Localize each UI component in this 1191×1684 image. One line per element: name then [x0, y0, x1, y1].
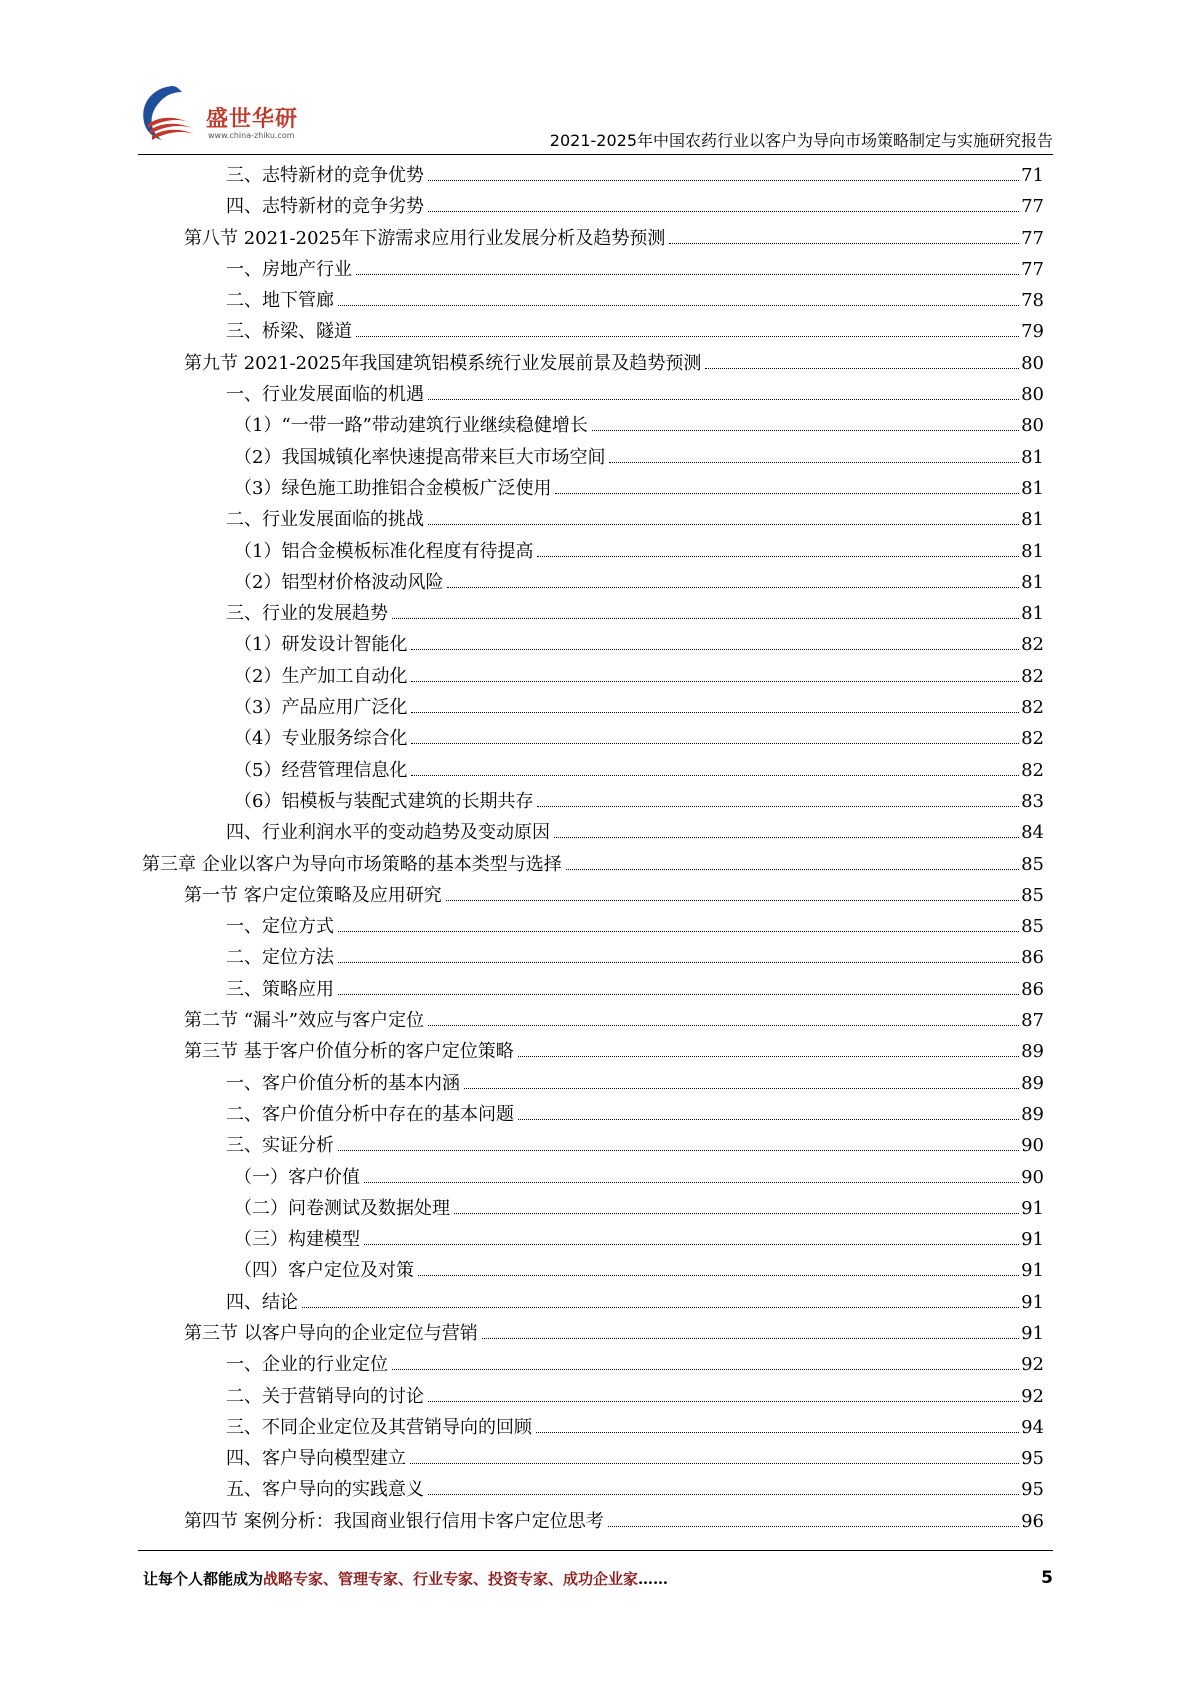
toc-entry-title: 三、策略应用 [226, 978, 334, 1000]
toc-entry-title: （1）研发设计智能化 [234, 634, 408, 656]
toc-entry-page: 78 [1021, 290, 1044, 312]
toc-entry-page: 95 [1021, 1448, 1044, 1470]
header-divider [138, 154, 1053, 155]
toc-entry-page: 82 [1021, 697, 1044, 719]
toc-entry[interactable] [142, 880, 1044, 911]
toc-entry-page: 91 [1021, 1229, 1044, 1251]
toc-leader-dots [364, 1182, 1019, 1183]
company-logo [138, 82, 308, 152]
toc-leader-dots [411, 681, 1019, 682]
toc-entry-title: 一、行业发展面临的机遇 [226, 384, 424, 406]
toc-leader-dots [428, 211, 1019, 212]
toc-leader-dots [447, 587, 1019, 588]
toc-entry-page: 89 [1021, 1103, 1044, 1125]
toc-entry-title: （1）“一带一路”带动建筑行业继续稳健增长 [234, 415, 588, 437]
toc-entry[interactable] [142, 1349, 1044, 1380]
toc-leader-dots [555, 493, 1019, 494]
toc-entry-page: 79 [1021, 321, 1044, 343]
toc-leader-dots [338, 994, 1019, 995]
toc-leader-dots [518, 1056, 1019, 1057]
toc-leader-dots [554, 837, 1019, 838]
toc-entry-page: 77 [1021, 196, 1044, 218]
toc-entry[interactable] [142, 661, 1044, 692]
toc-entry-page: 81 [1021, 477, 1044, 499]
toc-entry-title: 三、行业的发展趋势 [226, 603, 388, 625]
toc-entry-page: 81 [1021, 571, 1044, 593]
toc-leader-dots [669, 243, 1019, 244]
toc-leader-dots [411, 649, 1019, 650]
toc-entry[interactable] [142, 1443, 1044, 1474]
toc-leader-dots [338, 305, 1019, 306]
toc-leader-dots [566, 869, 1019, 870]
toc-leader-dots [464, 1088, 1019, 1089]
toc-entry-title: 第三节 基于客户价值分析的客户定位策略 [184, 1041, 514, 1063]
toc-entry-page: 86 [1021, 978, 1044, 1000]
toc-entry[interactable] [142, 723, 1044, 754]
toc-entry-title: 三、桥梁、隧道 [226, 321, 352, 343]
toc-entry-title: 一、房地产行业 [226, 258, 352, 280]
toc-entry-page: 91 [1021, 1197, 1044, 1219]
toc-leader-dots [454, 1213, 1019, 1214]
toc-entry[interactable] [142, 911, 1044, 942]
toc-leader-dots [518, 1119, 1019, 1120]
toc-entry-page: 82 [1021, 728, 1044, 750]
toc-entry-title: 四、结论 [226, 1291, 298, 1313]
toc-entry-title: 二、行业发展面临的挑战 [226, 509, 424, 531]
toc-entry-title: 第二节 “漏斗”效应与客户定位 [184, 1010, 425, 1032]
toc-entry[interactable] [142, 1162, 1044, 1193]
toc-entry[interactable] [142, 254, 1044, 285]
toc-entry[interactable] [142, 504, 1044, 535]
toc-entry[interactable] [142, 1099, 1044, 1130]
toc-entry-page: 81 [1021, 509, 1044, 531]
page-number: 5 [1041, 1568, 1053, 1588]
toc-entry-page: 82 [1021, 665, 1044, 687]
toc-entry-title: 第九节 2021-2025年我国建筑铝模系统行业发展前景及趋势预测 [184, 352, 702, 374]
toc-entry-page: 94 [1021, 1416, 1044, 1438]
toc-entry-page: 91 [1021, 1291, 1044, 1313]
toc-leader-dots [418, 1275, 1019, 1276]
toc-leader-dots [411, 775, 1019, 776]
toc-entry-page: 81 [1021, 446, 1044, 468]
toc-entry[interactable] [142, 191, 1044, 222]
toc-entry-page: 89 [1021, 1041, 1044, 1063]
toc-entry[interactable] [142, 629, 1044, 660]
toc-entry-title: 二、地下管廊 [226, 290, 334, 312]
toc-entry[interactable] [142, 1506, 1044, 1537]
toc-entry-page: 96 [1021, 1510, 1044, 1532]
toc-leader-dots [537, 806, 1019, 807]
toc-entry-page: 82 [1021, 634, 1044, 656]
toc-entry[interactable] [142, 410, 1044, 441]
toc-entry[interactable] [142, 598, 1044, 629]
toc-leader-dots [410, 1463, 1019, 1464]
toc-entry-title: （3）绿色施工助推铝合金模板广泛使用 [234, 477, 552, 499]
toc-entry[interactable] [142, 567, 1044, 598]
toc-leader-dots [428, 399, 1019, 400]
toc-leader-dots [302, 1307, 1019, 1308]
toc-entry-title: （3）产品应用广泛化 [234, 697, 408, 719]
toc-entry[interactable] [142, 1381, 1044, 1412]
toc-entry-page: 81 [1021, 540, 1044, 562]
toc-leader-dots [592, 430, 1019, 431]
toc-entry-title: （2）我国城镇化率快速提高带来巨大市场空间 [234, 446, 606, 468]
toc-leader-dots [428, 524, 1019, 525]
toc-entry[interactable] [142, 942, 1044, 973]
toc-entry-title: （5）经营管理信息化 [234, 759, 408, 781]
toc-leader-dots [411, 743, 1019, 744]
toc-leader-dots [428, 1401, 1019, 1402]
toc-entry-page: 77 [1021, 227, 1044, 249]
toc-entry-title: 二、关于营销导向的讨论 [226, 1385, 424, 1407]
report-title: 2021-2025年中国农药行业以客户为导向市场策略制定与实施研究报告 [549, 131, 1053, 150]
toc-entry-page: 83 [1021, 790, 1044, 812]
toc-entry[interactable] [142, 755, 1044, 786]
toc-entry-title: 第三节 以客户导向的企业定位与营销 [184, 1322, 478, 1344]
toc-leader-dots [446, 900, 1019, 901]
toc-entry-title: （2）生产加工自动化 [234, 665, 408, 687]
toc-entry-page: 82 [1021, 759, 1044, 781]
toc-entry-title: （一）客户价值 [234, 1166, 360, 1188]
toc-entry-title: （6）铝模板与装配式建筑的长期共存 [234, 790, 534, 812]
toc-entry-page: 91 [1021, 1260, 1044, 1282]
toc-entry[interactable] [142, 348, 1044, 379]
toc-entry-page: 92 [1021, 1354, 1044, 1376]
toc-entry-title: （二）问卷测试及数据处理 [234, 1197, 450, 1219]
toc-entry[interactable] [142, 1036, 1044, 1067]
toc-entry-page: 90 [1021, 1166, 1044, 1188]
toc-entry-title: 第八节 2021-2025年下游需求应用行业发展分析及趋势预测 [184, 227, 666, 249]
toc-entry[interactable] [142, 786, 1044, 817]
logo-text: 盛世华研 [206, 107, 299, 132]
toc-entry-title: 二、定位方法 [226, 947, 334, 969]
toc-leader-dots [392, 1369, 1019, 1370]
toc-entry-title: 一、定位方式 [226, 916, 334, 938]
toc-leader-dots [608, 1526, 1019, 1527]
table-of-contents [142, 160, 1044, 1537]
toc-entry-page: 71 [1021, 165, 1044, 186]
toc-leader-dots [428, 1025, 1019, 1026]
toc-leader-dots [537, 556, 1019, 557]
toc-entry[interactable] [142, 223, 1044, 254]
footer-slogan [143, 1568, 668, 1589]
footer-highlight: 战略专家、管理专家、行业专家、投资专家、成功企业家 [263, 1570, 639, 1588]
toc-entry-title: （4）专业服务综合化 [234, 728, 408, 750]
toc-entry[interactable] [142, 1318, 1044, 1349]
toc-entry[interactable] [142, 1474, 1044, 1505]
toc-leader-dots [705, 368, 1019, 369]
toc-leader-dots [364, 1244, 1019, 1245]
toc-entry[interactable] [142, 1005, 1044, 1036]
toc-entry-title: 三、不同企业定位及其营销导向的回顾 [226, 1416, 532, 1438]
toc-entry-page: 81 [1021, 603, 1044, 625]
toc-leader-dots [536, 1432, 1019, 1433]
toc-leader-dots [356, 274, 1019, 275]
toc-entry[interactable] [142, 974, 1044, 1005]
toc-entry-page: 80 [1021, 415, 1044, 437]
logo-emblem-icon [138, 82, 208, 144]
toc-entry[interactable] [142, 379, 1044, 410]
toc-leader-dots [428, 180, 1019, 181]
toc-entry-page: 91 [1021, 1322, 1044, 1344]
toc-entry-title: 第一节 客户定位策略及应用研究 [184, 884, 442, 906]
toc-entry-page: 87 [1021, 1010, 1044, 1032]
toc-entry-title: 第四节 案例分析：我国商业银行信用卡客户定位思考 [184, 1510, 604, 1532]
toc-entry-page: 86 [1021, 947, 1044, 969]
toc-leader-dots [428, 1494, 1019, 1495]
toc-entry-title: 四、志特新材的竞争劣势 [226, 196, 424, 218]
footer-suffix: …… [638, 1570, 669, 1588]
toc-entry[interactable] [142, 316, 1044, 347]
toc-entry-title: 一、企业的行业定位 [226, 1354, 388, 1376]
toc-entry-page: 84 [1021, 822, 1044, 844]
toc-entry[interactable] [142, 1255, 1044, 1286]
toc-entry[interactable] [142, 1287, 1044, 1318]
toc-entry[interactable] [142, 285, 1044, 316]
toc-entry[interactable] [142, 536, 1044, 567]
toc-entry-page: 90 [1021, 1135, 1044, 1157]
toc-entry-title: 第三章 企业以客户为导向市场策略的基本类型与选择 [142, 853, 562, 875]
toc-entry-page: 80 [1021, 352, 1044, 374]
toc-entry[interactable] [142, 1068, 1044, 1099]
toc-entry[interactable] [142, 849, 1044, 880]
toc-leader-dots [411, 712, 1019, 713]
toc-leader-dots [338, 1150, 1019, 1151]
footer-prefix: 让每个人都能成为 [143, 1570, 264, 1588]
toc-entry-page: 89 [1021, 1072, 1044, 1094]
toc-entry-title: （2）铝型材价格波动风险 [234, 571, 444, 593]
toc-entry[interactable] [142, 160, 1044, 191]
toc-leader-dots [482, 1338, 1019, 1339]
toc-entry-page: 85 [1021, 916, 1044, 938]
toc-entry-title: 三、志特新材的竞争优势 [226, 165, 424, 186]
toc-leader-dots [609, 462, 1019, 463]
toc-entry-page: 95 [1021, 1479, 1044, 1501]
footer-divider [138, 1550, 1053, 1551]
toc-leader-dots [338, 931, 1019, 932]
logo-url: www.china-zhiku.com [208, 131, 295, 140]
toc-entry[interactable] [142, 473, 1044, 504]
toc-leader-dots [338, 962, 1019, 963]
toc-leader-dots [392, 618, 1019, 619]
toc-entry-title: 三、实证分析 [226, 1135, 334, 1157]
toc-entry[interactable] [142, 1130, 1044, 1161]
toc-entry[interactable] [142, 1224, 1044, 1255]
toc-entry-title: 五、客户导向的实践意义 [226, 1479, 424, 1501]
toc-entry-page: 80 [1021, 384, 1044, 406]
toc-entry-title: 四、行业利润水平的变动趋势及变动原因 [226, 822, 550, 844]
toc-entry[interactable] [142, 442, 1044, 473]
toc-entry-title: 二、客户价值分析中存在的基本问题 [226, 1103, 514, 1125]
toc-entry-title: （四）客户定位及对策 [234, 1260, 414, 1282]
toc-entry-title: （三）构建模型 [234, 1229, 360, 1251]
toc-entry[interactable] [142, 692, 1044, 723]
toc-entry-page: 92 [1021, 1385, 1044, 1407]
toc-entry-title: 四、客户导向模型建立 [226, 1448, 406, 1470]
toc-entry-title: （1）铝合金模板标准化程度有待提高 [234, 540, 534, 562]
toc-entry[interactable] [142, 1193, 1044, 1224]
toc-entry-title: 一、客户价值分析的基本内涵 [226, 1072, 460, 1094]
toc-entry-page: 77 [1021, 258, 1044, 280]
toc-entry-page: 85 [1021, 884, 1044, 906]
toc-entry-page: 85 [1021, 853, 1044, 875]
toc-entry[interactable] [142, 1412, 1044, 1443]
toc-leader-dots [356, 336, 1019, 337]
toc-entry[interactable] [142, 817, 1044, 848]
